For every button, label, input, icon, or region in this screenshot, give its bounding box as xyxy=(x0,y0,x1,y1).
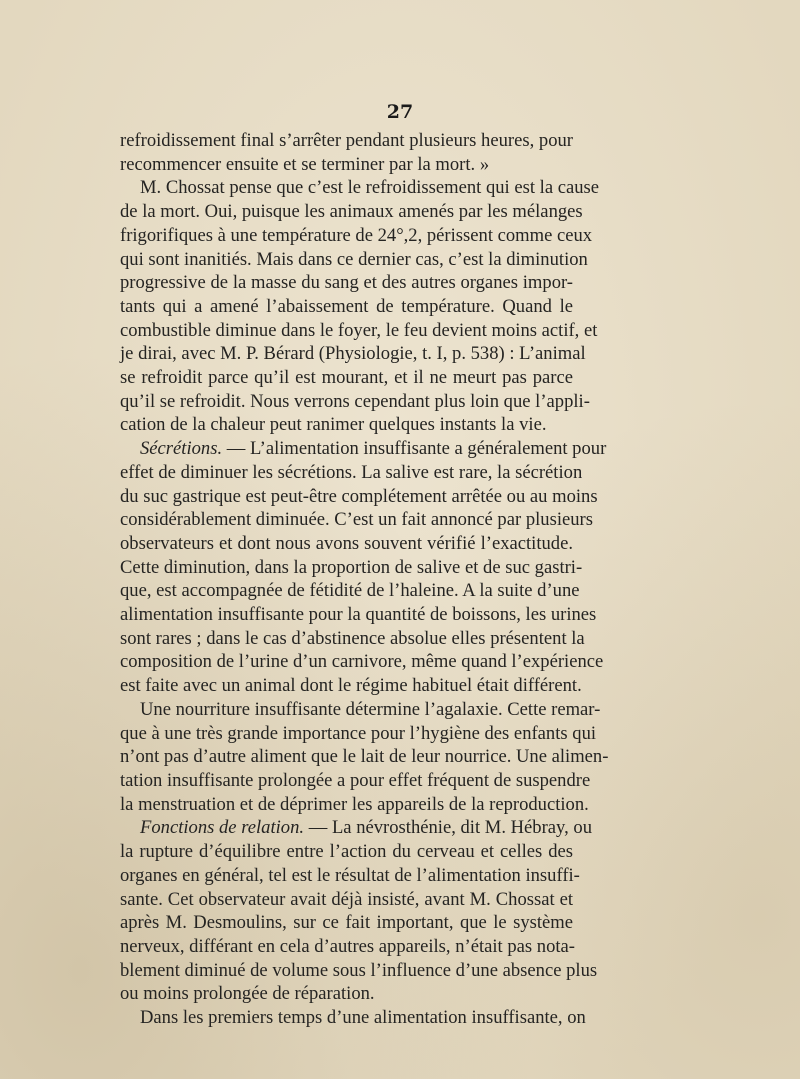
text-line: alimentation insuffisante pour la quantité de boissons, les urines xyxy=(120,604,597,626)
text-line: tants qui a amené l’abaissement de température. Quand le xyxy=(120,295,573,317)
text-line-rest: — La névrosthénie, dit M. Hébray, ou xyxy=(304,817,593,839)
paragraph xyxy=(120,698,609,817)
text-line: cation de la chaleur peut ranimer quelques instants la vie. xyxy=(120,414,547,436)
text-line: composition de l’urine d’un carnivore, même quand l’expérience xyxy=(120,651,604,673)
text-line: est faite avec un animal dont le régime habituel était différent. xyxy=(120,675,582,697)
text-line: que, est accompagnée de fétidité de l’haleine. A la suite d’une xyxy=(120,580,580,602)
page-number: 27 xyxy=(386,101,414,123)
text-line: je dirai, avec M. P. Bérard (Physiologie, t. I, p. 538) : L’animal xyxy=(120,343,586,365)
section-heading-fonctions-de-relation: Fonctions de relation. xyxy=(140,817,305,839)
paragraph xyxy=(120,129,573,176)
text-line: effet de diminuer les sécrétions. La salive est rare, la sécrétion xyxy=(120,461,583,483)
text-line: qui sont inanitiés. Mais dans ce dernier cas, c’est la diminution xyxy=(120,248,588,270)
text-line: blement diminué de volume sous l’influence d’une absence plus xyxy=(120,959,598,981)
paragraph xyxy=(120,176,600,437)
text-line: la menstruation et de déprimer les appareils de la reproduction. xyxy=(120,793,589,815)
text-line: refroidissement final s’arrêter pendant plusieurs heures, pour xyxy=(120,130,573,151)
text-line: de la mort. Oui, puisque les animaux amenés par les mélanges xyxy=(120,201,583,223)
text-line: nerveux, différant en cela d’autres appareils, n’était pas nota- xyxy=(120,935,575,957)
text-line: organes en général, tel est le résultat de l’alimentation insuffi- xyxy=(120,864,580,886)
text-line: combustible diminue dans le foyer, le feu devient moins actif, et xyxy=(120,319,598,341)
text-line xyxy=(120,816,593,840)
body-text xyxy=(120,129,609,1030)
text-line: du suc gastrique est peut-être complétement arrêtée ou au moins xyxy=(120,485,598,507)
text-line: Dans les premiers temps d’une alimentation insuffisante, on xyxy=(140,1007,586,1029)
text-line: la rupture d’équilibre entre l’action du cerveau et celles des xyxy=(120,841,573,863)
text-line xyxy=(120,437,607,461)
text-line: se refroidit parce qu’il est mourant, et il ne meurt pas parce xyxy=(120,367,573,389)
text-line: sante. Cet observateur avait déjà insisté, avant M. Chossat et xyxy=(120,888,573,910)
text-line-rest: — L’alimentation insuffisante a généralement pour xyxy=(222,438,607,460)
text-line: ou moins prolongée de réparation. xyxy=(120,983,375,1005)
text-line: Cette diminution, dans la proportion de salive et de suc gastri- xyxy=(120,556,583,578)
text-line: Une nourriture insuffisante détermine l’agalaxie. Cette remar- xyxy=(140,698,601,720)
text-line: considérablement diminuée. C’est un fait annoncé par plusieurs xyxy=(120,509,593,531)
text-line: que à une très grande importance pour l’hygiène des enfants qui xyxy=(120,722,597,744)
text-line: M. Chossat pense que c’est le refroidissement qui est la cause xyxy=(140,177,600,199)
text-line: n’ont pas d’autre aliment que le lait de leur nourrice. Une alimen- xyxy=(120,746,609,768)
text-line: frigorifiques à une température de 24°,2, périssent comme ceux xyxy=(120,224,593,246)
text-line: observateurs et dont nous avons souvent vérifié l’exactitude. xyxy=(120,532,573,554)
text-line: progressive de la masse du sang et des autres organes impor- xyxy=(120,272,573,294)
paragraph xyxy=(120,816,598,1006)
paragraph xyxy=(120,437,607,698)
text-line: après M. Desmoulins, sur ce fait important, que le système xyxy=(120,912,573,934)
paragraph xyxy=(120,1006,586,1030)
text-line: tation insuffisante prolongée a pour effet fréquent de suspendre xyxy=(120,769,591,791)
section-heading-secretions: Sécrétions. xyxy=(140,438,223,460)
text-line: recommencer ensuite et se terminer par la mort. » xyxy=(120,153,490,175)
text-line: sont rares ; dans le cas d’abstinence absolue elles présentent la xyxy=(120,627,585,649)
text-line: qu’il se refroidit. Nous verrons cependant plus loin que l’appli- xyxy=(120,390,590,412)
